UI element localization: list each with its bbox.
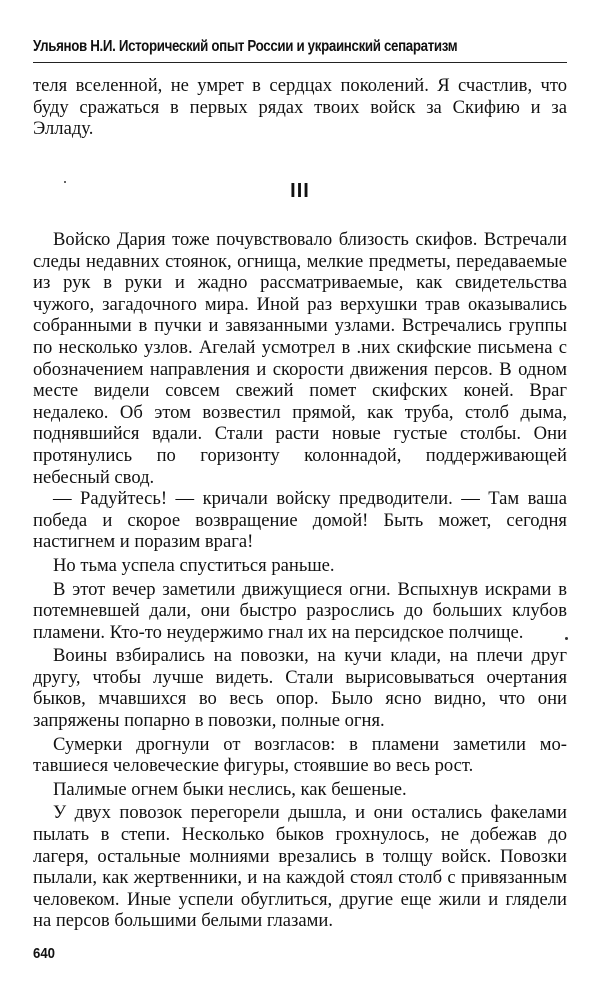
paragraph: У двух повозок перегорели дышла, и они остались факелами пылать в степи. Несколько быков грохнулось, не добежав до лагеря, остальные молниями врезались в толщу войск. Повозки пылали, как жертвенники, и на каждой стоял столб с привязанным человеком. Иные успели обуглиться, другие еще жили и глядели на персов большими белыми глазами. — [33, 802, 567, 932]
paragraph: Но тьма успела спуститься раньше. — [53, 554, 335, 576]
continued-text-block — [33, 75, 567, 140]
paragraph: Палимые огнем быки неслись, как бешеные. — [53, 778, 407, 800]
continued-paragraph: теля вселенной, не умрет в сердцах поколений. Я счастлив, что буду сражаться в первых рядах твоих войск за Скифию и за Элладу. — [33, 75, 567, 140]
paragraph: — Радуйтесь! — кричали войску предводители. — Там ваша победа и скорое возвращение домой! Быть может, сегодня настигнем и поразим врага! — [33, 488, 567, 553]
paragraph: Сумерки дрогнули от возгласов: в пламени заметили мотавшиеся человеческие фигуры, стоявшие во весь рост. — [33, 733, 567, 777]
section-numeral: III — [290, 180, 310, 202]
running-header-title: Ульянов Н.И. Исторический опыт России и украинский сепаратизм — [33, 38, 458, 55]
header-rule — [33, 62, 567, 63]
main-text-block — [33, 229, 567, 932]
print-speck — [565, 637, 568, 640]
paragraph: Войско Дария тоже почувствовало близость скифов. Встречали следы недавних стоянок, огнища, мелкие предметы, передаваемые из рук в руки и жадно рассматриваемые, как свидетельства чужого, загадочного мира. Иной раз верхушки трав оказывались собранными в пучки и завязанными узлами. Встречались группы по несколько узлов. Агелай усмотрел в .них скифские письмена с обозначением направления и скорости движения персов. В одном месте видели совсем свежий помет скифских коней. Враг недалеко. Об этом возвестил прямой, как труба, столб дыма, поднявшийся вдали. Стали расти новые густые столбы. Они протянулись по горизонту колоннадой, поддерживающей небесный свод. — [33, 229, 567, 488]
paragraph: Воины взбирались на повозки, на кучи клади, на плечи друг другу, чтобы лучше видеть. Стали вырисовываться очертания быков, мчавшихся во весь опор. Было ясно видно, что они запряжены попарно в повозки, полные огня. — [33, 645, 567, 732]
page-number: 640 — [33, 945, 56, 962]
paragraph: В этот вечер заметили движущиеся огни. Вспыхнув искрами в потемневшей дали, они быстро разрослись до больших клубов пламени. Кто-то неудержимо гнал их на персидское полчище. — [33, 578, 567, 643]
